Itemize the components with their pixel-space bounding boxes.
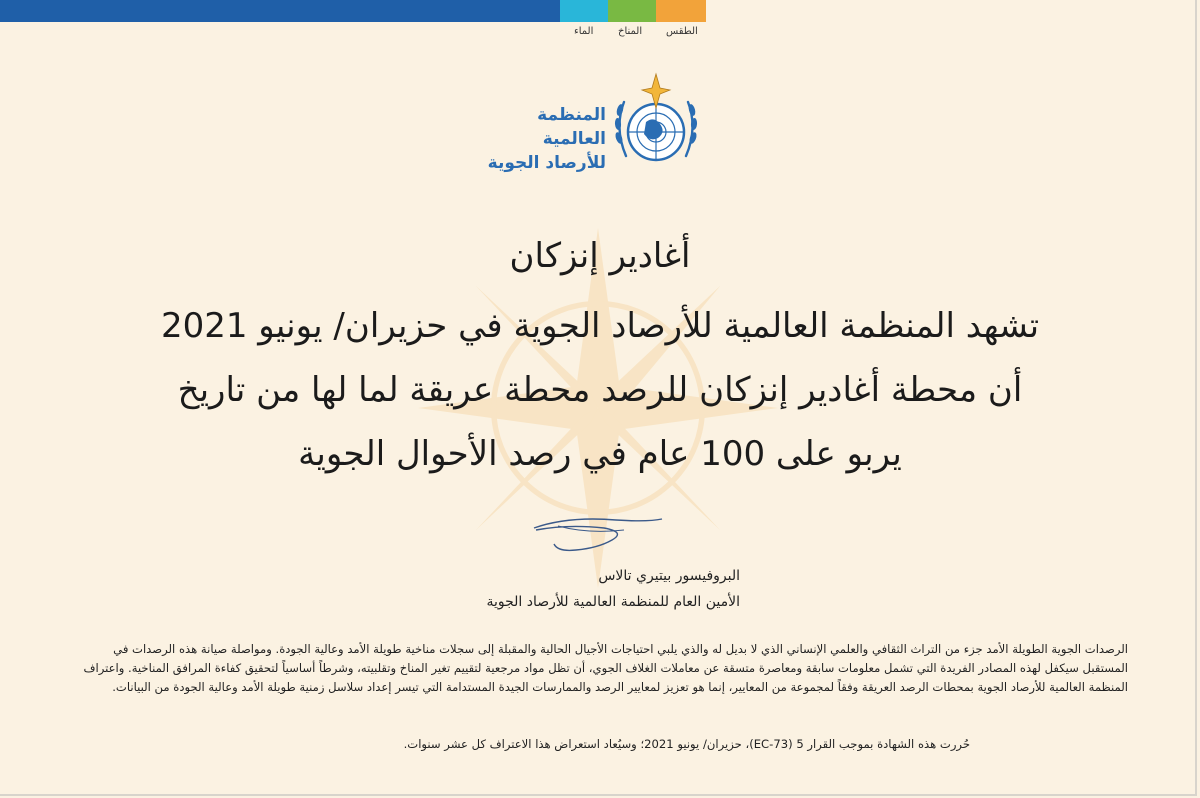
certificate-line-1: تشهد المنظمة العالمية للأرصاد الجوية في حزيران/ يونيو 2021 — [160, 306, 1040, 346]
signer-title: الأمين العام للمنظمة العالمية للأرصاد الجوية — [486, 594, 740, 610]
theme-climate: المناخ — [618, 26, 643, 37]
theme-weather: الطقس — [666, 26, 698, 37]
org-name-line2: للأرصاد الجوية — [487, 153, 606, 173]
certificate-body-text: الرصدات الجوية الطويلة الأمد جزء من التراث الثقافي والعلمي الإنساني الذي لا بديل له والذي يلبي احتياجات الأجيال الحالية والمقبلة إلى سجلات مناخية طويلة الأمد وعالية الجودة. ومواصلة صيانة هذه الرصدات في المستقبل سيكفل لهذه المصادر الفريدة التي تشمل معلومات سابقة ومعاصرة متسقة عن معاملات الغلاف الجوي، أن تظل مواد مرجعية لتقييم تغير المناخ وتقلبيته، وشرطاً أساسياً لتحقيق كفاءة المرافق المناخية. واعتراف المنظمة العالمية للأرصاد الجوية بمحطات الرصد العريقة وفقاً لمجموعة من المعايير، إنما هو تعزيز لمعايير الرصد والممارسات الجيدة المستدامة التي تيسر إعداد سلاسل زمنية طويلة الأمد وعالية الجودة من البيانات. — [83, 642, 1128, 694]
signer-name: البروفيسور بيتيري تالاس — [598, 568, 740, 584]
color-bar-cyan — [560, 0, 608, 22]
certificate-footer-text: حُررت هذه الشهادة بموجب القرار 5 (EC-73)، حزيران/ يونيو 2021؛ وسيُعاد استعراض هذا الاعتراف كل عشر سنوات. — [403, 737, 970, 751]
certificate-line-2: أن محطة أغادير إنزكان للرصد محطة عريقة لما لها من تاريخ — [177, 370, 1023, 410]
color-bar-green — [608, 0, 656, 22]
theme-water: الماء — [574, 26, 594, 37]
org-name — [470, 103, 606, 175]
org-name-line1: المنظمة العالمية — [537, 105, 606, 149]
color-bar — [0, 0, 706, 22]
certificate-line-3: يربو على 100 عام في رصد الأحوال الجوية — [298, 434, 902, 474]
wmo-emblem-icon — [612, 72, 700, 164]
color-bar-orange — [656, 0, 706, 22]
station-name: أغادير إنزكان — [509, 236, 691, 276]
color-bar-blue — [0, 0, 560, 22]
signature — [528, 510, 668, 556]
